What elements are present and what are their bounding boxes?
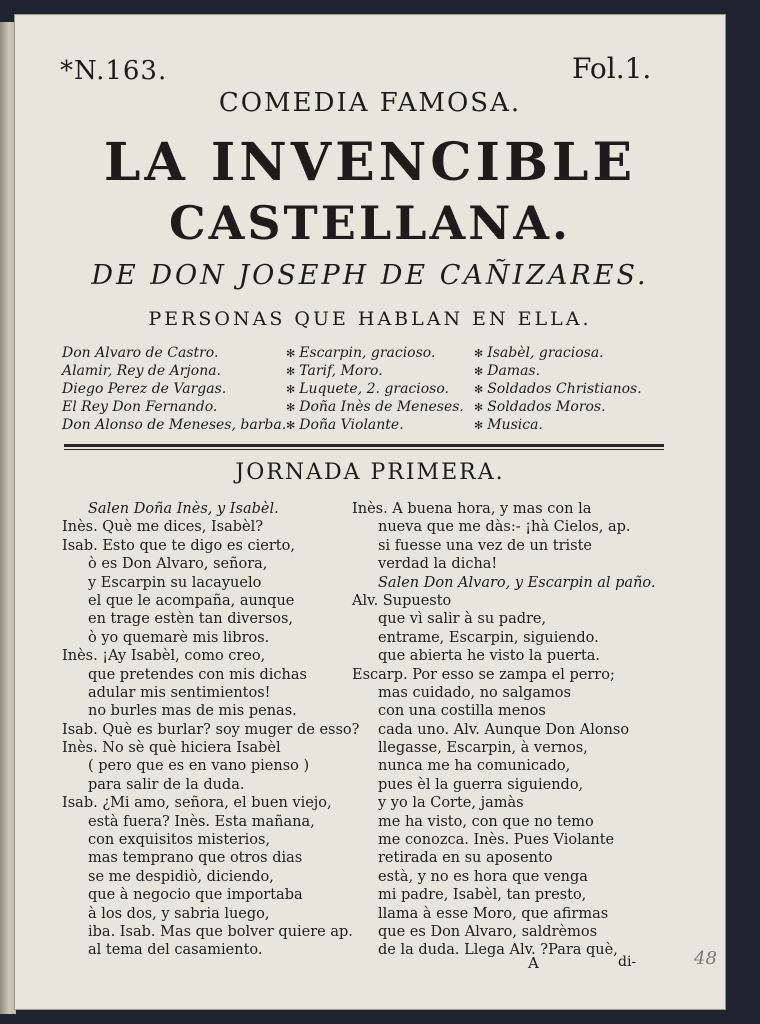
- verse-line: Escarp. Por esso se zampa el perro;: [352, 666, 615, 683]
- ornament-star-icon: ✻: [286, 419, 296, 432]
- handwritten-folio-number: 48: [694, 948, 717, 969]
- verse-line: no burles mas de mis penas.: [88, 703, 297, 720]
- ornament-star-icon: ✻: [474, 365, 484, 378]
- play-number: *N.163.: [60, 56, 168, 86]
- signature-mark: A: [528, 954, 539, 972]
- cast-entry: El Rey Don Fernando.: [62, 399, 218, 415]
- verse-line: Alv. Supuesto: [352, 592, 452, 609]
- verse-line: para salir de la duda.: [88, 776, 245, 793]
- verse-line: pues èl la guerra siguiendo,: [378, 776, 584, 793]
- cast-entry: Damas.: [487, 363, 541, 379]
- verse-line: està, y no es hora que venga: [378, 868, 588, 885]
- verse-line: adular mis sentimientos!: [88, 684, 271, 701]
- ornament-star-icon: ✻: [286, 383, 296, 396]
- verse-line: ( pero que es en vano pienso ): [88, 758, 310, 775]
- verse-line: me ha visto, con que no temo: [378, 813, 594, 830]
- verse-line: està fuera? Inès. Esta mañana,: [88, 813, 315, 830]
- folio-label: Fol.1.: [572, 52, 652, 85]
- verse-line: llegasse, Escarpin, à vernos,: [378, 740, 588, 757]
- cast-entry: Alamir, Rey de Arjona.: [62, 363, 222, 379]
- title-line-2: CASTELLANA.: [169, 196, 571, 250]
- author-line: DE DON JOSEPH DE CAÑIZARES.: [91, 260, 649, 291]
- text-column-left: [62, 500, 362, 960]
- catchword: di-: [618, 954, 637, 970]
- act-heading: JORNADA PRIMERA.: [235, 460, 505, 485]
- ornament-star-icon: ✻: [286, 365, 296, 378]
- verse-line: Isab. Què es burlar? soy muger de esso?: [62, 721, 360, 738]
- cast-entry: Luquete, 2. gracioso.: [299, 381, 449, 397]
- cast-entry: Escarpin, gracioso.: [299, 345, 436, 361]
- cast-entry: Don Alonso de Meneses, barba.: [62, 417, 287, 433]
- divider-rule: [64, 449, 664, 450]
- ornament-star-icon: ✻: [286, 347, 296, 360]
- verse-line: llama à esse Moro, que afirmas: [378, 905, 609, 922]
- verse-line: à los dos, y sabria luego,: [88, 905, 270, 922]
- cast-column-1: [62, 344, 286, 434]
- stage-direction: Salen Don Alvaro, y Escarpin al paño.: [378, 574, 656, 591]
- verse-line: el que le acompaña, aunque: [88, 592, 295, 609]
- cast-entry: Soldados Moros.: [487, 399, 606, 415]
- verse-line: nueva que me dàs:- ¡hà Cielos, ap.: [378, 519, 631, 536]
- verse-line: y Escarpin su lacayuelo: [88, 574, 262, 591]
- verse-line: mas temprano que otros dias: [88, 850, 303, 867]
- cast-entry: Soldados Christianos.: [487, 381, 642, 397]
- verse-line: en trage estèn tan diversos,: [88, 611, 294, 628]
- verse-line: ò yo quemarè mis libros.: [88, 629, 270, 646]
- verse-line: Inès. A buena hora, y mas con la: [352, 501, 592, 517]
- cast-entry: Tarif, Moro.: [299, 363, 383, 379]
- cast-entry: Don Alvaro de Castro.: [62, 345, 219, 361]
- verse-line: me conozca. Inès. Pues Violante: [378, 832, 615, 849]
- genre-heading: COMEDIA FAMOSA.: [218, 88, 522, 118]
- verse-line: que à negocio que importaba: [88, 887, 303, 904]
- cast-entry: Diego Perez de Vargas.: [62, 381, 227, 397]
- verse-line: que abierta he visto la puerta.: [378, 648, 601, 665]
- cast-entry: Musica.: [487, 417, 543, 433]
- cast-entry: Doña Violante.: [299, 417, 404, 433]
- verse-line: entrame, Escarpin, siguiendo.: [378, 629, 599, 646]
- verse-line: si fuesse una vez de un triste: [378, 537, 593, 554]
- verse-line: Inès. Què me dices, Isabèl?: [62, 519, 264, 536]
- ornament-star-icon: ✻: [474, 419, 484, 432]
- ornament-star-icon: ✻: [474, 383, 484, 396]
- verse-line: mas cuidado, no salgamos: [378, 684, 571, 701]
- verse-line: verdad la dicha!: [378, 556, 498, 573]
- verse-line: ò es Don Alvaro, señora,: [88, 556, 268, 573]
- book-page: [14, 14, 726, 1010]
- verse-line: y yo la Corte, jamàs: [378, 795, 524, 812]
- cast-column-3: [474, 344, 642, 434]
- verse-line: al tema del casamiento.: [88, 942, 263, 959]
- verse-line: nunca me ha comunicado,: [378, 758, 571, 775]
- verse-line: Isab. ¿Mi amo, señora, el buen viejo,: [62, 795, 332, 812]
- verse-line: mi padre, Isabèl, tan presto,: [378, 887, 587, 904]
- ornament-star-icon: ✻: [474, 401, 484, 414]
- cast-column-2: [286, 344, 464, 434]
- verse-line: iba. Isab. Mas que bolver quiere ap.: [88, 923, 353, 940]
- cast-entry: Isabèl, graciosa.: [487, 345, 604, 361]
- verse-line: Isab. Esto que te digo es cierto,: [62, 537, 295, 554]
- verse-line: que vì salir à su padre,: [378, 611, 547, 628]
- ornament-star-icon: ✻: [286, 401, 296, 414]
- verse-line: con una costilla menos: [378, 703, 546, 720]
- text-column-right: [352, 500, 682, 960]
- verse-line: cada uno. Alv. Aunque Don Alonso: [378, 721, 630, 738]
- verse-line: Inès. ¡Ay Isabèl, como creo,: [62, 648, 266, 665]
- verse-line: de la duda. Llega Alv. ?Para què,: [378, 942, 618, 959]
- verse-line: Inès. No sè què hiciera Isabèl: [62, 740, 281, 757]
- verse-line: que pretendes con mis dichas: [88, 666, 307, 683]
- ornament-star-icon: ✻: [474, 347, 484, 360]
- title-line-1: LA INVENCIBLE: [103, 132, 637, 193]
- stage-direction: Salen Doña Inès, y Isabèl.: [88, 501, 279, 517]
- cast-heading: PERSONAS QUE HABLAN EN ELLA.: [148, 308, 592, 330]
- verse-line: que es Don Alvaro, saldrèmos: [378, 923, 598, 940]
- verse-line: con exquisitos misterios,: [88, 832, 271, 849]
- verse-line: se me despidiò, diciendo,: [88, 868, 274, 885]
- cast-entry: Doña Inès de Meneses.: [299, 399, 464, 415]
- verse-line: retirada en su aposento: [378, 850, 553, 867]
- divider-rule: [64, 444, 664, 447]
